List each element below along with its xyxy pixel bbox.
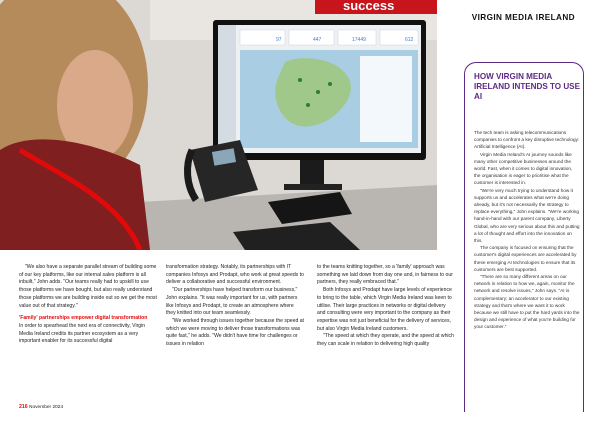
article-paragraph: "We worked through issues together because the speed at which we were moving to deliver those transformations was quite fast," he adds. "We didn't have time for challenges or issues in relation (166, 317, 304, 348)
issue-date: November 2024 (29, 405, 64, 410)
article-paragraph: "We also have a separate parallel stream of building some of our key platforms, like our internal sales platform is all inbuilt," John adds. "Our teams really had to upskill to use those platforms we have bought, but also really understand those platforms we are building inside out so we get the most value out of that strategy." (19, 264, 157, 309)
stat-2: 447 (313, 37, 322, 43)
article-paragraph: transformation strategy. Notably, its partnerships with IT companies Infosys and Prodapt, who work at great speeds to deliver a collaborative and successful environment. (166, 264, 304, 286)
article-subheading: 'Family' partnerships empower digital transformation (19, 315, 148, 322)
article-paragraph: Both Infosys and Prodapt have large levels of experience to bring to the table, which Virgin Media Ireland was keen to utilise. Their large practices in networks or digital delivery and consulting were very important to the company as their expertise was not just beneficial for the delivery of services, but also Virgin Media Ireland customers. (317, 287, 452, 332)
sidebar-paragraph: "There are so many different areas on our network in relation to how we, again, monitor the network and resolve issues," John says. "AI is complementary; an accelerator to our existing strategy and that's where we want it to work because we still have to put the hard yards into the design and experience of what you're building for your customer." (474, 274, 580, 330)
sidebar-title: HOW VIRGIN MEDIA IRELAND INTENDS TO USE AI (474, 72, 580, 101)
page-number: 216 (19, 404, 28, 410)
sidebar-paragraph: The company is focused on ensuring that the customer's digital experiences are accelerated by these emerging AI technologies to ensure that its customers are best supported. (474, 245, 577, 272)
sidebar-body (474, 129, 580, 331)
sidebar-paragraph: Virgin Media Ireland's AI journey sounds like many other competitive businesses around the world. Fast, when it comes to digital innovation, the organisation is eager to prioritise what the customer is interested in. (474, 151, 573, 186)
stat-4: 612 (405, 37, 414, 43)
section-title: VIRGIN MEDIA IRELAND (471, 13, 575, 22)
article-column-1 (19, 264, 157, 346)
hero-photo (0, 0, 437, 250)
page-footer (19, 404, 63, 410)
article-paragraph: "The speed at which they operate, and the speed at which they can scale in relation to delivering high quality (317, 333, 454, 348)
stat-1: 97 (276, 37, 282, 43)
sidebar-paragraph: The tech team is asking telecommunications companies to confront a key disruptive technology: Artificial Intelligence (AI). (474, 130, 580, 150)
sign-text: success (343, 0, 395, 13)
article-paragraph: In order to spearhead the next era of connectivity, Virgin Media Ireland credits its partner ecosystem as a very important enabler for its successful digital (19, 322, 146, 345)
article-paragraph: to the teams knitting together, so a 'family' approach was something we laid down from day one and, in fairness to our partners, they really embraced that." (317, 264, 453, 286)
article-column-2 (166, 264, 304, 349)
office-scene (0, 0, 437, 250)
sidebar-paragraph: "We're very much trying to understand how it supports us and accelerates what we're doing already, but it's not necessarily the strategy to replace everything," John explains. "We're working hand-in-hand with our parent company, Liberty Global, who are very serious about this and putting a lot of thought and effort into the innovation on this. (474, 187, 580, 244)
stat-3: 17449 (352, 37, 366, 43)
article-column-3 (317, 264, 455, 349)
article-paragraph: "Our partnerships have helped transform our business," John explains. "It was really important for us, with partners like Infosys and Prodapt, to create an atmosphere where they knitted into our team seamlessly. (166, 287, 298, 317)
